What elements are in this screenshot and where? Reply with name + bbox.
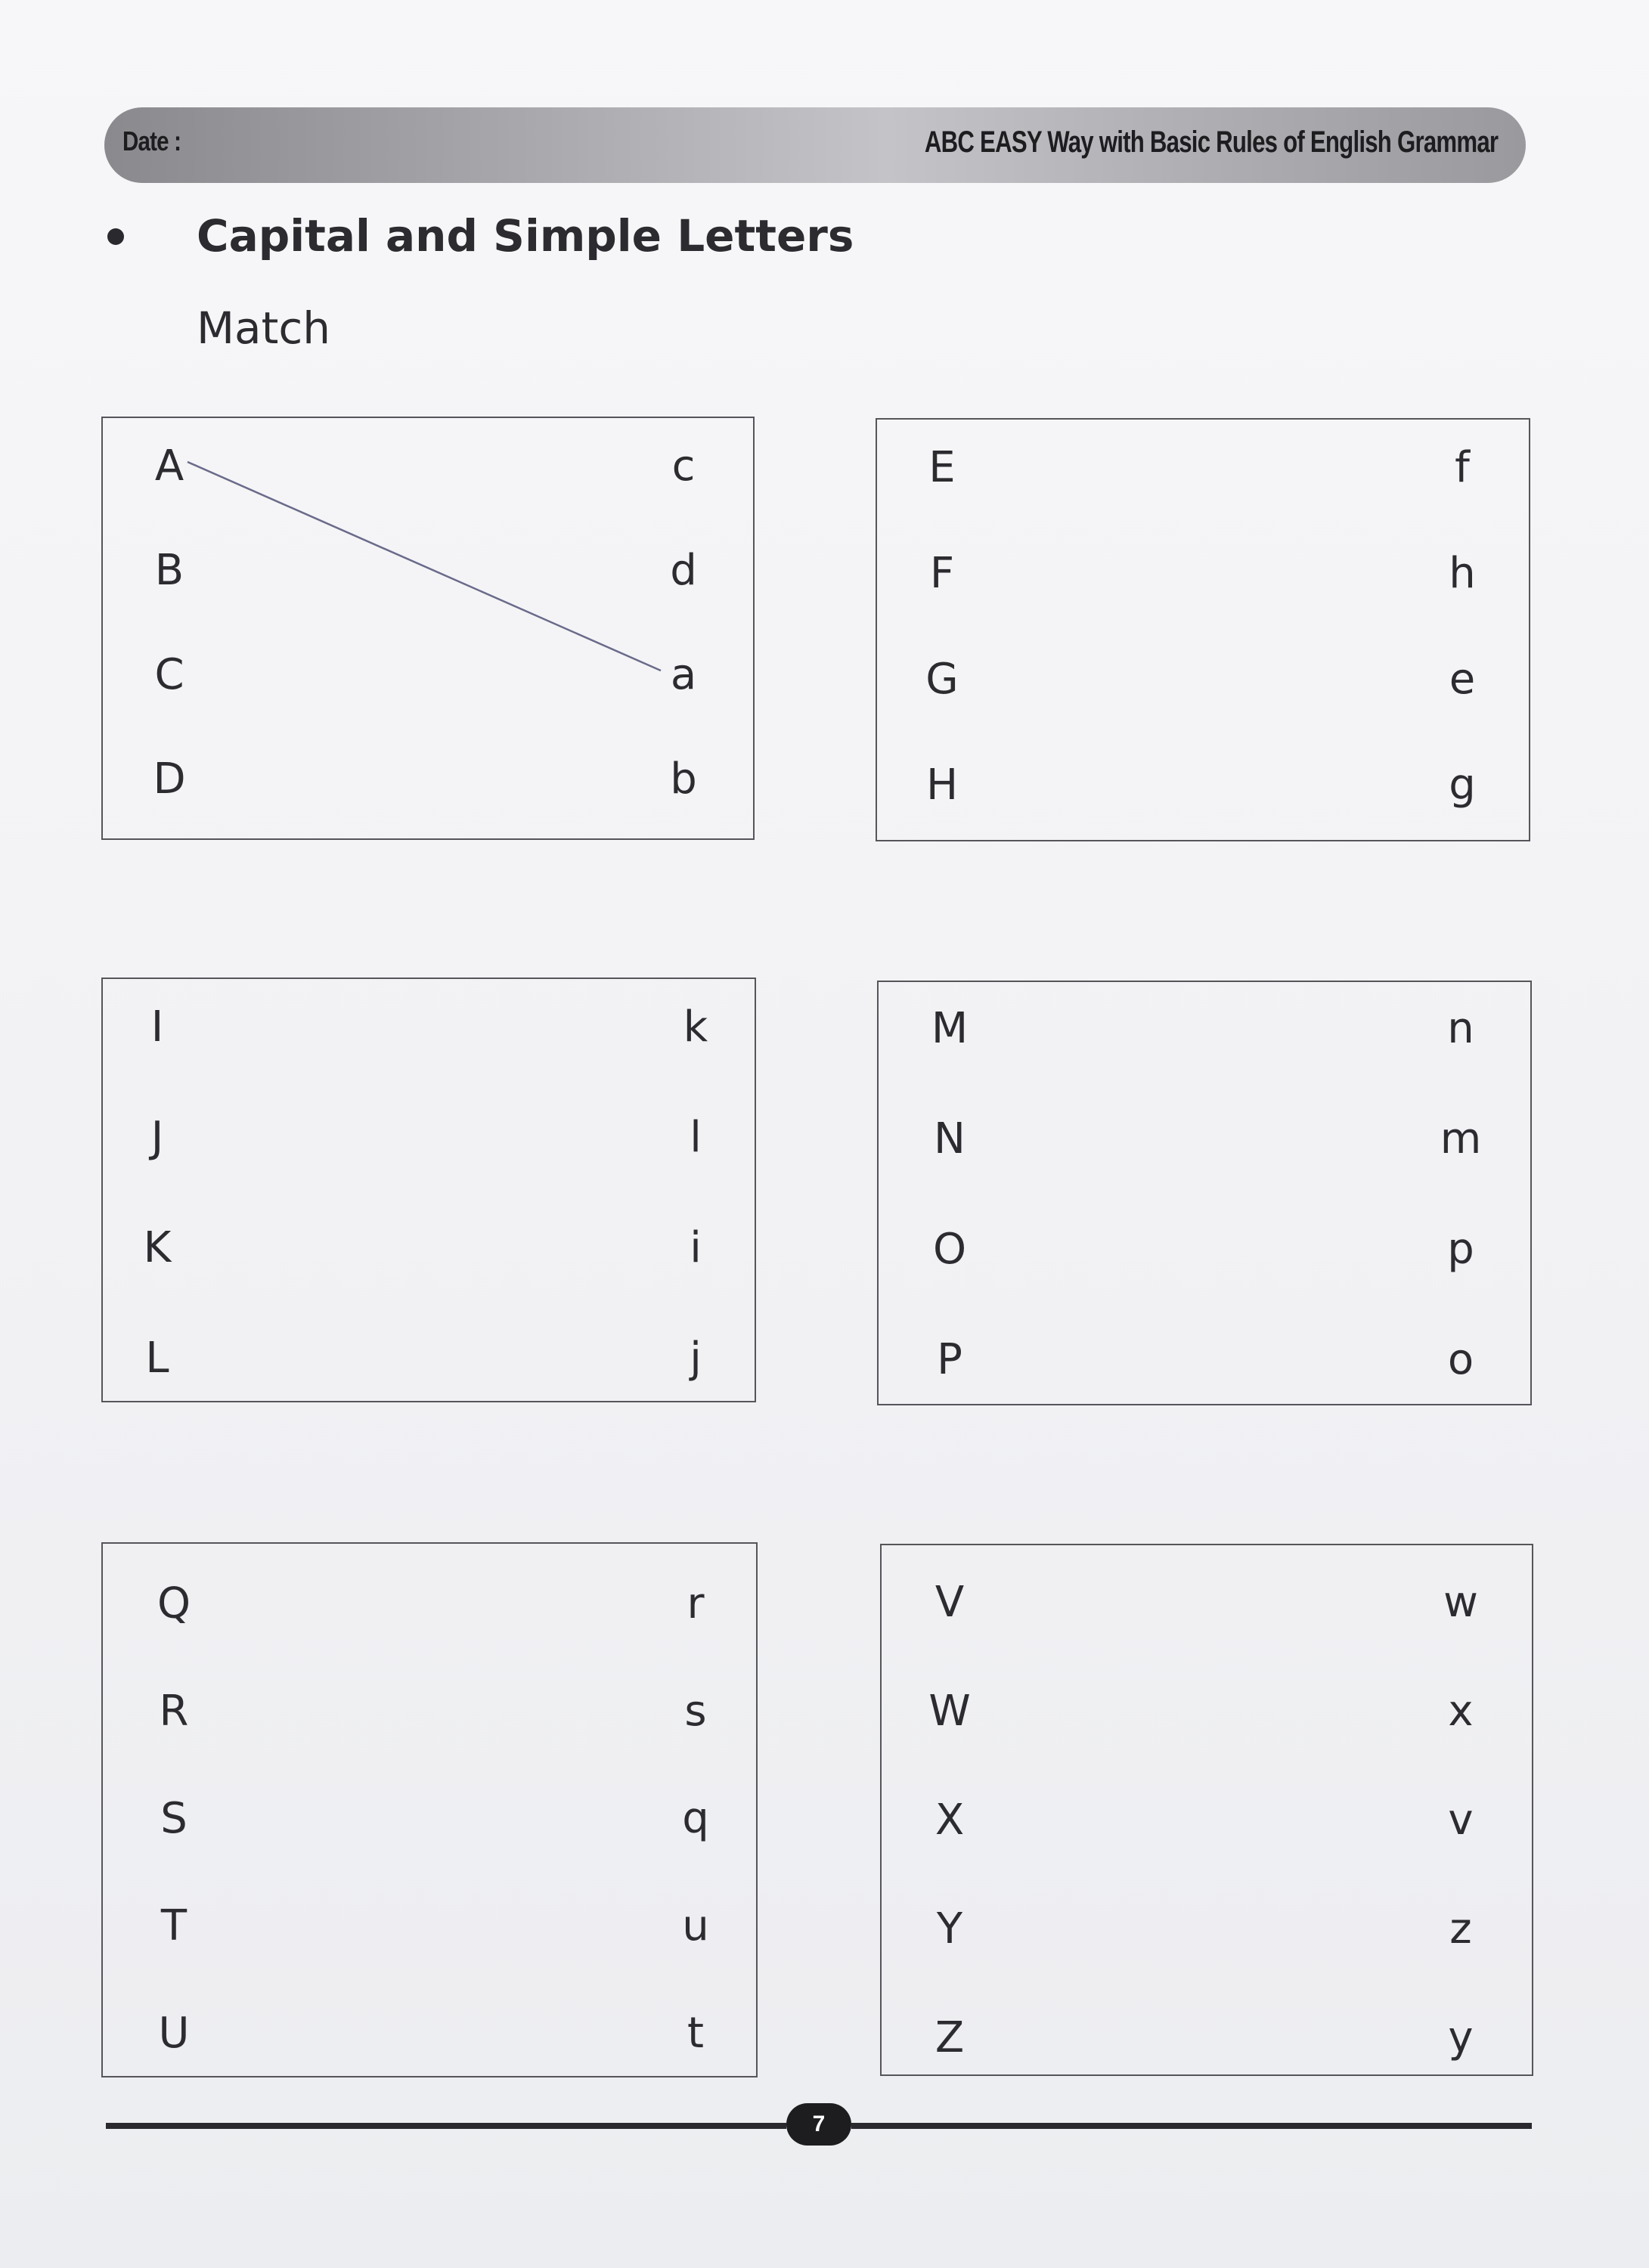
capital-letter[interactable]: T bbox=[160, 1901, 188, 1950]
small-letter[interactable]: s bbox=[684, 1687, 707, 1736]
capital-letter[interactable]: Z bbox=[935, 2013, 965, 2062]
capital-letter[interactable]: S bbox=[160, 1794, 188, 1843]
small-letter[interactable]: q bbox=[682, 1794, 709, 1843]
capital-letter[interactable]: B bbox=[154, 546, 184, 595]
match-box-2 bbox=[876, 418, 1530, 841]
capital-letter[interactable]: I bbox=[150, 1002, 164, 1052]
small-letter[interactable]: p bbox=[1447, 1225, 1474, 1274]
small-letter[interactable]: k bbox=[683, 1002, 708, 1052]
capital-letter[interactable]: Y bbox=[936, 1904, 963, 1954]
small-letter[interactable]: a bbox=[670, 650, 697, 699]
capital-letter[interactable]: U bbox=[158, 2009, 190, 2058]
small-letter[interactable]: h bbox=[1449, 549, 1476, 598]
capital-letter[interactable]: A bbox=[154, 442, 184, 491]
small-letter[interactable]: l bbox=[690, 1113, 702, 1162]
capital-letter[interactable]: J bbox=[150, 1113, 164, 1162]
match-box-6 bbox=[880, 1544, 1533, 2076]
capital-letter[interactable]: L bbox=[145, 1334, 169, 1383]
capital-letter[interactable]: D bbox=[153, 754, 186, 804]
small-letter[interactable]: y bbox=[1448, 2013, 1474, 2062]
small-letter[interactable]: c bbox=[671, 442, 696, 491]
small-letter[interactable]: z bbox=[1449, 1904, 1472, 1954]
capital-letter[interactable]: O bbox=[932, 1225, 967, 1274]
capital-letter[interactable]: X bbox=[935, 1796, 965, 1845]
small-letter[interactable]: x bbox=[1448, 1687, 1474, 1736]
match-box-5 bbox=[101, 1542, 758, 2077]
match-box-4 bbox=[877, 981, 1532, 1405]
date-label: Date : bbox=[122, 125, 181, 156]
small-letter[interactable]: g bbox=[1449, 761, 1476, 810]
small-letter[interactable]: j bbox=[690, 1334, 702, 1383]
capital-letter[interactable]: C bbox=[154, 650, 184, 699]
instruction-text: Match bbox=[197, 302, 330, 354]
match-box-1 bbox=[101, 417, 755, 840]
capital-letter[interactable]: G bbox=[925, 655, 959, 704]
small-letter[interactable]: o bbox=[1447, 1335, 1474, 1384]
footer-rule-left bbox=[106, 2123, 786, 2129]
small-letter[interactable]: u bbox=[682, 1901, 709, 1950]
match-box-3 bbox=[101, 978, 756, 1402]
capital-letter[interactable]: M bbox=[931, 1004, 969, 1053]
small-letter[interactable]: n bbox=[1447, 1004, 1474, 1053]
capital-letter[interactable]: F bbox=[929, 549, 955, 598]
capital-letter[interactable]: V bbox=[935, 1578, 965, 1627]
small-letter[interactable]: m bbox=[1440, 1114, 1482, 1163]
footer-rule-right bbox=[851, 2123, 1532, 2129]
capital-letter[interactable]: H bbox=[925, 761, 959, 810]
capital-letter[interactable]: E bbox=[928, 443, 956, 492]
small-letter[interactable]: f bbox=[1455, 443, 1470, 492]
capital-letter[interactable]: W bbox=[928, 1687, 971, 1736]
small-letter[interactable]: v bbox=[1448, 1796, 1474, 1845]
capital-letter[interactable]: P bbox=[937, 1335, 962, 1384]
bullet-icon bbox=[107, 228, 124, 245]
small-letter[interactable]: w bbox=[1443, 1578, 1478, 1627]
section-title: Capital and Simple Letters bbox=[197, 210, 854, 262]
small-letter[interactable]: i bbox=[690, 1223, 702, 1272]
capital-letter[interactable]: Q bbox=[157, 1579, 191, 1628]
page-number: 7 bbox=[786, 2103, 851, 2146]
small-letter[interactable]: d bbox=[670, 546, 697, 595]
capital-letter[interactable]: N bbox=[934, 1114, 966, 1163]
small-letter[interactable]: t bbox=[687, 2009, 704, 2058]
book-title: ABC EASY Way with Basic Rules of English Grammar bbox=[924, 125, 1498, 159]
small-letter[interactable]: r bbox=[687, 1579, 705, 1628]
small-letter[interactable]: e bbox=[1449, 655, 1476, 704]
capital-letter[interactable]: K bbox=[143, 1223, 172, 1272]
small-letter[interactable]: b bbox=[670, 754, 697, 804]
capital-letter[interactable]: R bbox=[159, 1687, 189, 1736]
